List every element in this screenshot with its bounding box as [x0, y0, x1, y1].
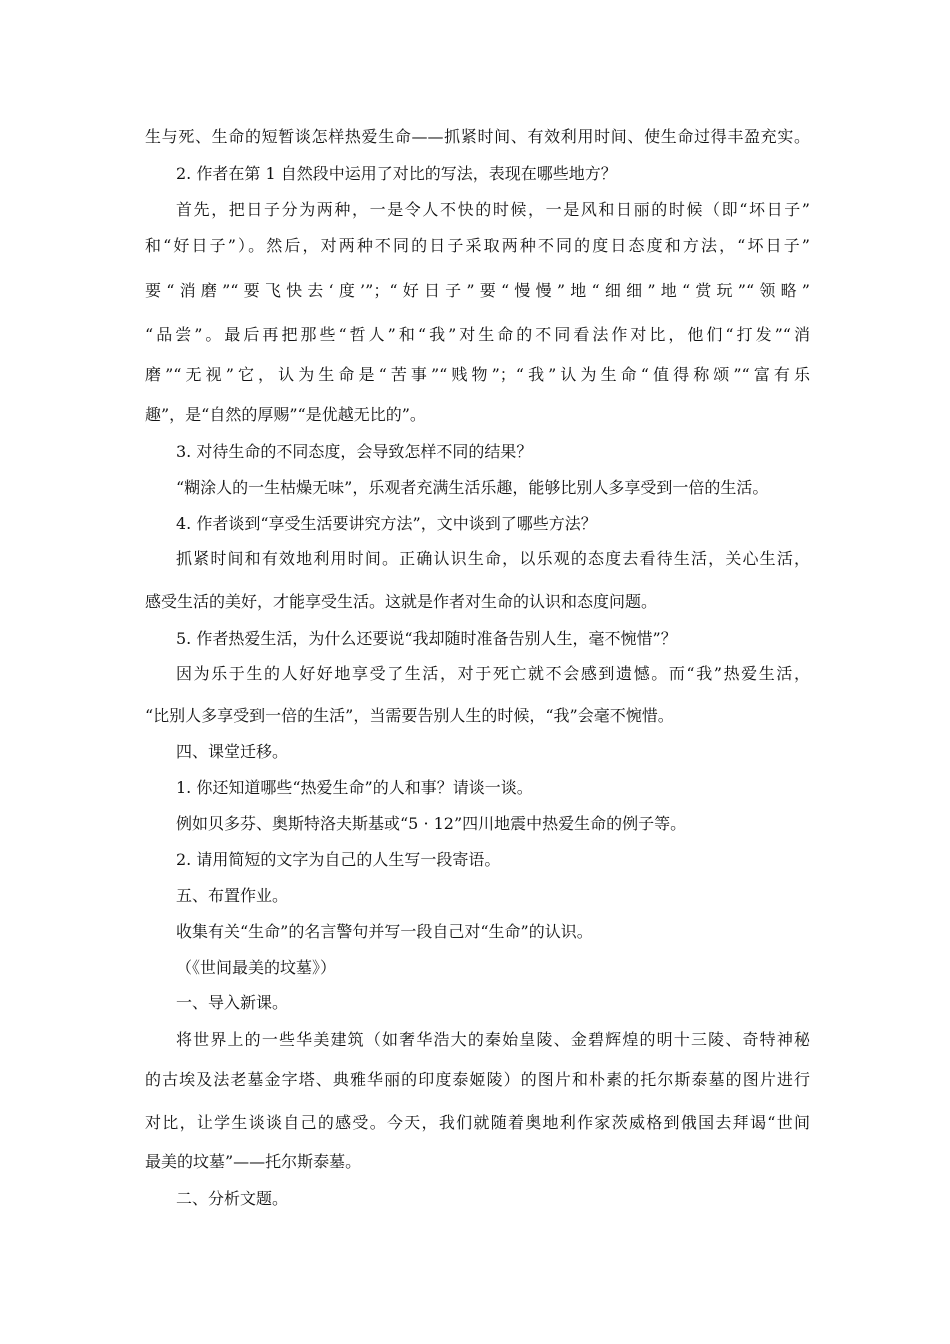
text-line: 抓紧时间和有效地利用时间。正确认识生命，以乐观的态度去看待生活，关心生活， [176, 549, 810, 568]
text-line: 的古埃及法老墓金字塔、典雅华丽的印度泰姬陵）的图片和朴素的托尔斯泰墓的图片进行 [145, 1070, 810, 1089]
lesson-title: （《世间最美的坟墓》） [176, 958, 337, 977]
text-line: 和“好日子”）。然后，对两种不同的日子采取两种不同的度日态度和方法，“坏日子” [145, 236, 810, 255]
section-heading: 五、布置作业。 [176, 886, 289, 905]
text-line: 磨”“无视”它，认为生命是“苦事”“贱物”；“我”认为生命“值得称颂”“富有乐 [145, 365, 810, 384]
text-line: 感受生活的美好，才能享受生活。这就是作者对生命的认识和态度问题。 [145, 592, 658, 611]
section-heading: 二、分析文题。 [176, 1189, 289, 1208]
text-line: 生与死、生命的短暂谈怎样热爱生命——抓紧时间、有效利用时间、使生命过得丰盈充实。 [145, 127, 810, 146]
text-line: 将世界上的一些华美建筑（如奢华浩大的秦始皇陵、金碧辉煌的明十三陵、奇特神秘 [176, 1030, 810, 1049]
text-line: 趣”，是“自然的厚赐”“是优越无比的”。 [145, 405, 426, 424]
text-line: 收集有关“生命”的名言警句并写一段自己对“生命”的认识。 [176, 922, 593, 941]
question-line: 4. 作者谈到“享受生活要讲究方法”，文中谈到了哪些方法？ [176, 514, 597, 533]
section-heading: 四、课堂迁移。 [176, 742, 289, 761]
question-line: 3. 对待生命的不同态度，会导致怎样不同的结果？ [176, 442, 533, 461]
text-line: 对比，让学生谈谈自己的感受。今天，我们就随着奥地利作家茨威格到俄国去拜谒“世间 [145, 1113, 810, 1132]
question-line: 2. 请用简短的文字为自己的人生写一段寄语。 [176, 850, 501, 869]
text-line: 因为乐于生的人好好地享受了生活，对于死亡就不会感到遗憾。而“我”热爱生活， [176, 664, 810, 683]
text-line: “糊涂人的一生枯燥无味”，乐观者充满生活乐趣，能够比别人多享受到一倍的生活。 [176, 478, 769, 497]
question-line: 2. 作者在第 1 自然段中运用了对比的写法，表现在哪些地方？ [176, 164, 617, 183]
text-line: “比别人多享受到一倍的生活”，当需要告别人生的时候，“我”会毫不惋惜。 [145, 706, 674, 725]
question-line: 5. 作者热爱生活，为什么还要说“我却随时准备告别人生，毫不惋惜”？ [176, 629, 677, 648]
text-line: 最美的坟墓”——托尔斯泰墓。 [145, 1152, 362, 1171]
text-line: “品尝”。最后再把那些“哲人”和“我”对生命的不同看法作对比，他们“打发”“消 [145, 325, 810, 344]
text-line: 要“消磨”“要飞快去‘度’”；“好日子”要“慢慢”地“细细”地“赏玩”“领略” [145, 281, 810, 300]
section-heading: 一、导入新课。 [176, 993, 289, 1012]
text-line: 首先，把日子分为两种，一是令人不快的时候，一是风和日丽的时候（即“坏日子” [176, 200, 810, 219]
question-line: 1. 你还知道哪些“热爱生命”的人和事？请谈一谈。 [176, 778, 533, 797]
text-line: 例如贝多芬、奥斯特洛夫斯基或“5 · 12”四川地震中热爱生命的例子等。 [176, 814, 687, 833]
